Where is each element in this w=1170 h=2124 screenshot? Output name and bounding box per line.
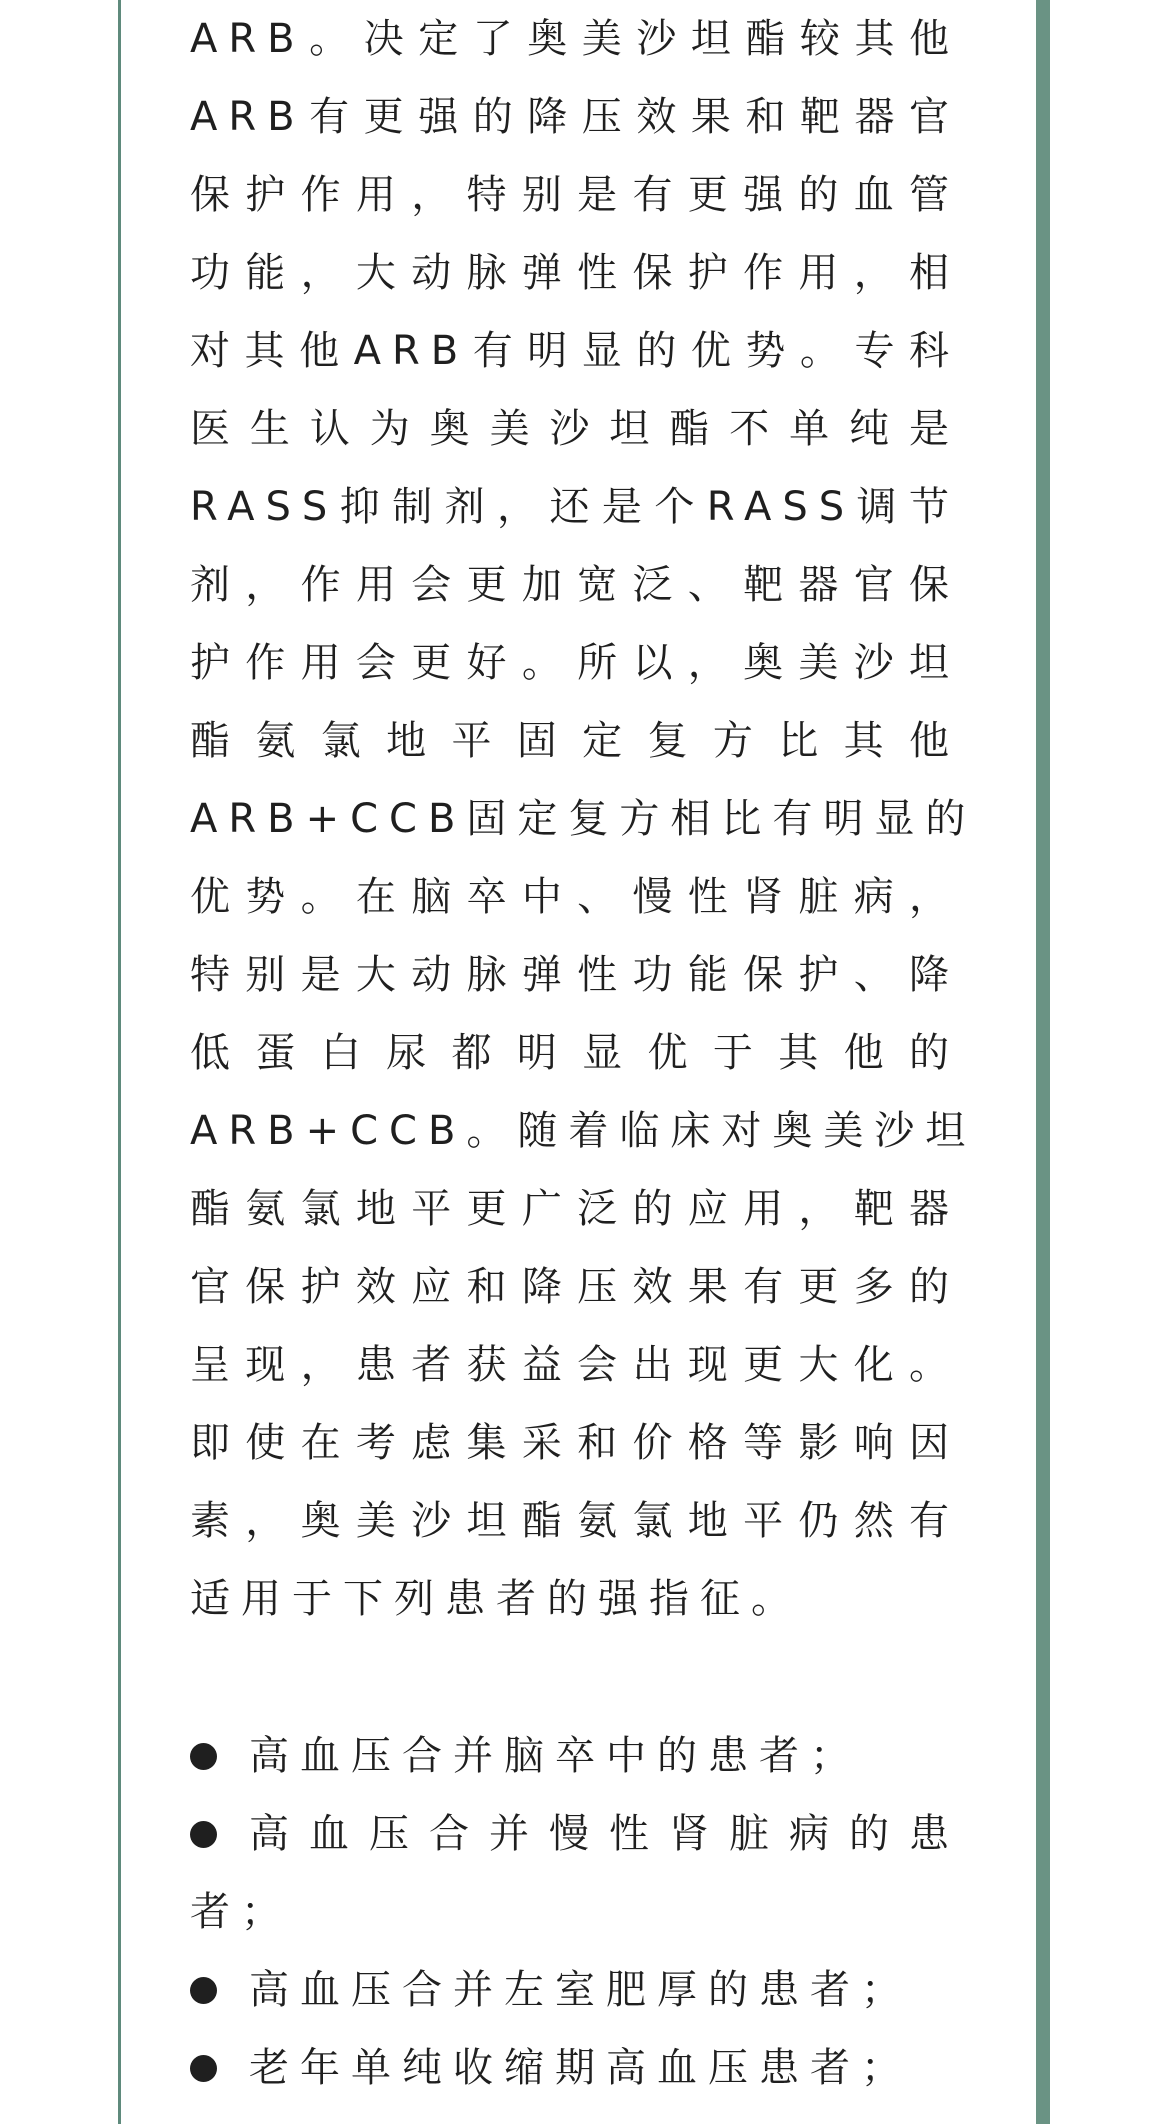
paragraph-line: 优势。在脑卒中、慢性肾脏病，: [190, 874, 960, 920]
bullet-dot-icon: [190, 2055, 217, 2082]
bullet-dot-icon: [190, 1743, 217, 1770]
bullet-dot-icon: [190, 1977, 217, 2004]
paragraph-line: ARB。决定了奥美沙坦酯较其他: [190, 16, 960, 62]
paragraph-line: 酯氨氯地平固定复方比其他: [190, 718, 960, 764]
paragraph-line: 功能，大动脉弹性保护作用，相: [190, 250, 960, 296]
paragraph-line: 酯氨氯地平更广泛的应用，靶器: [190, 1186, 960, 1232]
paragraph-line: 官保护效应和降压效果有更多的: [190, 1264, 960, 1310]
paragraph-line: 素，奥美沙坦酯氨氯地平仍然有: [190, 1498, 960, 1544]
paragraph-line: 适用于下列患者的强指征。: [190, 1576, 802, 1622]
indication-text-continued: 者；: [190, 1889, 292, 1935]
paragraph-line: 保护作用，特别是有更强的血管: [190, 172, 960, 218]
paragraph-line: 剂，作用会更加宽泛、靶器官保: [190, 562, 960, 608]
indication-text: 老年单纯收缩期高血压患者；: [249, 2045, 912, 2091]
indication-item: [190, 1951, 960, 2029]
paragraph-line: 护作用会更好。所以，奥美沙坦: [190, 640, 960, 686]
paragraph-line: ARB有更强的降压效果和靶器官: [190, 94, 960, 140]
indication-text: 高血压合并左室肥厚的患者；: [249, 1967, 912, 2013]
paragraph-line: 对其他ARB有明显的优势。专科: [190, 328, 960, 374]
paragraph-line: 呈现，患者获益会出现更大化。: [190, 1342, 960, 1388]
paragraph-line: RASS抑制剂，还是个RASS调节: [190, 484, 960, 530]
indication-item: [190, 1795, 960, 1873]
paragraph-line: 医生认为奥美沙坦酯不单纯是: [190, 406, 960, 452]
indication-text: 高血压合并脑卒中的患者；: [249, 1733, 861, 1779]
paragraph-line: 即使在考虑集采和价格等影响因: [190, 1420, 960, 1466]
indication-list: [190, 1717, 960, 2107]
indication-text: 高血压合并慢性肾脏病的患: [249, 1811, 960, 1857]
right-border-bar: [1036, 0, 1050, 2124]
paragraph-spacer: [190, 1638, 960, 1717]
paragraph-line: 特别是大动脉弹性功能保护、降: [190, 952, 960, 998]
article-body: [190, 0, 977, 2107]
paragraph-line: ARB+CCB固定复方相比有明显的: [190, 796, 977, 842]
paragraph-line: ARB+CCB。随着临床对奥美沙坦: [190, 1108, 977, 1154]
indication-item: [190, 2029, 960, 2107]
left-border-line: [118, 0, 121, 2124]
paragraph-line: 低蛋白尿都明显优于其他的: [190, 1030, 960, 1076]
indication-item: [190, 1717, 960, 1795]
bullet-dot-icon: [190, 1821, 217, 1848]
